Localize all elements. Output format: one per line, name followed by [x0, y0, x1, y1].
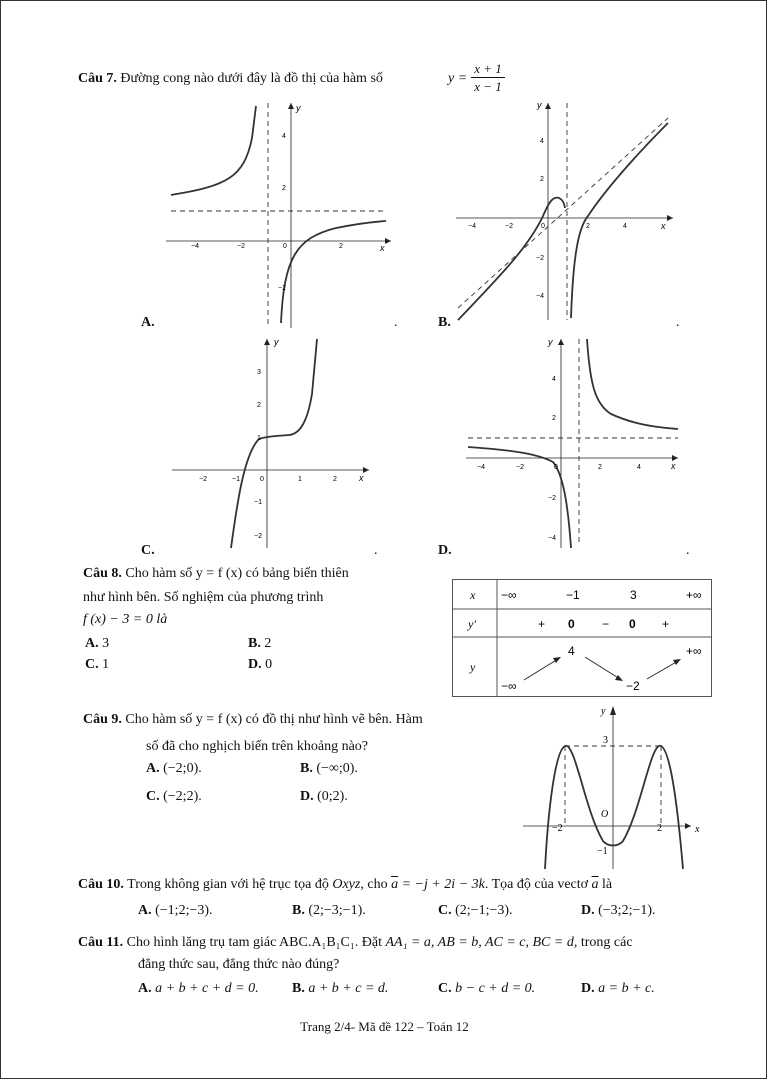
oblique-asymptote	[458, 118, 668, 308]
table-x-value: −∞	[501, 588, 517, 602]
q8-text1: Cho hàm số y = f (x) có bảng biến thiên	[125, 566, 349, 581]
svg-text:4: 4	[540, 138, 544, 145]
curve-left	[458, 198, 565, 320]
svg-text:−1: −1	[254, 499, 262, 506]
cubic-curve	[231, 339, 317, 548]
x-label: x	[380, 243, 385, 253]
svg-text:1: 1	[257, 435, 261, 442]
q11-line1	[78, 935, 633, 951]
q9-option-c[interactable]: C. (−2;2).	[146, 789, 202, 804]
table-y-value: +∞	[686, 644, 702, 658]
table-x-value: −1	[566, 588, 580, 602]
q8-line3: f (x) − 3 = 0 là	[83, 612, 168, 627]
q7-option-c[interactable]: C.	[141, 543, 155, 558]
svg-text:−1: −1	[597, 846, 608, 857]
q7-line	[78, 71, 383, 87]
x-label: x	[661, 221, 666, 231]
table-x-label: x	[470, 588, 476, 602]
q10-vector-expr: = −j + 2i − 3k	[401, 877, 485, 892]
y-tick: 4	[282, 133, 286, 140]
curve-right	[587, 339, 678, 429]
q11-tail: trong các	[580, 935, 633, 950]
q10-line: Câu 10. Trong không gian với hệ trục tọa độ Oxyz, cho $\overline{a} = -j + 2i - 3k$. Tọa độ của vectơ $\overline{a}$ là	[78, 877, 613, 892]
page-footer: Trang 2/4- Mã đề 122 – Toán 12	[300, 1019, 469, 1034]
q9-line2: số đã cho nghịch biến trên khoảng nào?	[146, 739, 368, 754]
table-y-value: −∞	[501, 679, 517, 693]
svg-text:y: y	[601, 706, 606, 717]
table-sign: +	[662, 617, 670, 631]
svg-text:2: 2	[333, 476, 337, 483]
q9-option-b[interactable]: B. (−∞;0).	[300, 761, 358, 776]
x-tick: −2	[237, 243, 245, 250]
table-y-value: −2	[626, 679, 640, 693]
q9-option-d[interactable]: D. (0;2).	[300, 789, 348, 804]
q7-graph-c	[169, 334, 379, 549]
table-sign: 0	[629, 617, 636, 631]
table-x-value: +∞	[686, 588, 702, 602]
curve-right	[281, 221, 386, 323]
q7-option-a[interactable]: A.	[141, 315, 155, 330]
svg-text:−2: −2	[548, 495, 556, 502]
q11-option-c[interactable]: C. b − c + d = 0.	[438, 981, 536, 996]
y-label: y	[537, 100, 542, 110]
x-tick: 0	[283, 243, 287, 250]
y-tick: −2	[278, 285, 286, 292]
svg-text:0: 0	[554, 464, 558, 471]
svg-text:y: y	[274, 337, 279, 347]
exam-page: Câu 7. Đường cong nào dưới đây là đồ thị của hàm số y = x + 1 x − 1 y x −4 −2 0 2 4 2 −2 A. . y x −4 −2 0 2 4 4 2 −2 −4 B. . y x −2 −1 0 1 2 3 2 1 −1 −2 C. . y x −4 −2 0 2 4 4 2 −2 −4 D. . Câu 8. Cho hàm số y = f (x) có bảng biến thiên như hình bên. Số nghiệm của phương trình f (x) − 3 = 0 là A. 3 B. 2 C. 1 D. 0 x −∞ −1 3 +∞ y′ + 0 − 0 + y −∞ 4 −2 +∞ Câu 9. Cho hàm số y = f (x) có đồ thị như hình vẽ bên. Hàm số đã cho nghịch biến trên khoảng nào? A. (−2;0). B. (−∞;0). C. (−2;2). D. (0;2). y x O 3 −1 −2 2 Câu 10. Trong không gian với hệ trục tọa độ Oxyz, cho $\overline{a} = -j + 2i - 3k$. Tọa độ của vectơ $\overline{a}$ là A. (−1;2;−3). B. (2;−3;−1). C. (2;−1;−3). D. (−3;2;−1). Câu 11. Cho hình lăng trụ tam giác ABC.A₁B₁C₁. Đặt AA₁ = a, AB = b, AC = c, BC = d, trong các đẳng thức sau, đẳng thức nào đúng? A. a + b + c + d = 0. B. a + b + c = d. C. b − c + d = 0. D. a = b + c. Trang 2/4- Mã đề 122 – Toán 12	[0, 0, 767, 1079]
svg-text:x: x	[695, 824, 700, 835]
q10-label: Câu 10.	[78, 877, 124, 892]
svg-text:−4: −4	[548, 535, 556, 542]
table-sign: 0	[568, 617, 575, 631]
svg-text:x: x	[671, 461, 676, 471]
table-yprime-label: y′	[468, 617, 476, 631]
svg-text:−2: −2	[254, 533, 262, 540]
svg-text:−2: −2	[552, 823, 563, 834]
q8-label: Câu 8.	[83, 566, 122, 581]
svg-text:−2: −2	[516, 464, 524, 471]
q7-option-d[interactable]: D.	[438, 543, 452, 558]
svg-text:−2: −2	[505, 223, 513, 230]
table-y-label: y	[470, 660, 476, 674]
q8-option-b[interactable]: B. 2	[248, 636, 272, 651]
q11-option-b[interactable]: B. a + b + c = d.	[292, 981, 389, 996]
q11-option-d[interactable]: D. a = b + c.	[581, 981, 655, 996]
q9-option-a[interactable]: A. (−2;0).	[146, 761, 202, 776]
q8-option-d[interactable]: D. 0	[248, 657, 273, 672]
svg-text:−4: −4	[468, 223, 476, 230]
q9-line1	[83, 712, 423, 728]
q7-label: Câu 7.	[78, 71, 117, 86]
q11-label: Câu 11.	[78, 935, 124, 950]
q7-option-b[interactable]: B.	[438, 315, 451, 330]
q10-system: Oxyz	[332, 877, 361, 892]
q10-option-c[interactable]: C. (2;−1;−3).	[438, 903, 513, 918]
q11-line2: đẳng thức sau, đẳng thức nào đúng?	[138, 957, 340, 972]
q7-text: Đường cong nào dưới đây là đồ thị của hàm số	[120, 71, 383, 86]
q9-graph	[523, 701, 713, 871]
q8-option-a[interactable]: A. 3	[85, 636, 110, 651]
y-label: y	[296, 103, 301, 113]
q11-option-a[interactable]: A. a + b + c + d = 0.	[138, 981, 259, 996]
svg-text:2: 2	[257, 402, 261, 409]
q7-func-lhs: y =	[448, 71, 468, 86]
svg-text:4: 4	[623, 223, 627, 230]
svg-text:2: 2	[586, 223, 590, 230]
svg-text:4: 4	[552, 376, 556, 383]
svg-text:x: x	[359, 473, 364, 483]
svg-text:−4: −4	[477, 464, 485, 471]
svg-text:3: 3	[257, 369, 261, 376]
q8-line2: như hình bên. Số nghiệm của phương trình	[83, 590, 324, 605]
q7-graph-a	[166, 98, 396, 328]
quartic-curve	[545, 746, 683, 869]
q10-option-d[interactable]: D. (−3;2;−1).	[581, 903, 656, 918]
q11-text: Cho hình lăng trụ tam giác ABC.A₁B₁C₁. Đặt	[126, 935, 382, 950]
y-tick: 2	[282, 185, 286, 192]
q10-option-a[interactable]: A. (−1;2;−3).	[138, 903, 213, 918]
q8-line1	[83, 566, 349, 582]
svg-text:y: y	[548, 337, 553, 347]
q11-defs: AA₁ = a, AB = b, AC = c, BC = d,	[385, 935, 578, 950]
q10-option-b[interactable]: B. (2;−3;−1).	[292, 903, 366, 918]
curve-right	[571, 123, 668, 318]
q10-vector-a: $\overline{a}$	[391, 877, 399, 892]
q8-variation-table	[452, 579, 712, 697]
q9-text1: Cho hàm số y = f (x) có đồ thị như hình vẽ bên. Hàm	[125, 712, 423, 727]
table-x-value: 3	[630, 588, 637, 602]
x-tick: −4	[191, 243, 199, 250]
svg-text:−2: −2	[536, 255, 544, 262]
svg-text:3: 3	[603, 735, 608, 746]
table-y-value: 4	[568, 644, 575, 658]
q7-graph-d	[463, 334, 683, 549]
table-sign: +	[538, 617, 546, 631]
q9-label: Câu 9.	[83, 712, 122, 727]
table-sign: −	[602, 617, 610, 631]
q7-graph-b	[453, 98, 678, 323]
svg-text:O: O	[601, 809, 609, 820]
svg-text:−4: −4	[536, 293, 544, 300]
q10-text: Trong không gian với hệ trục tọa độ	[127, 877, 329, 892]
q7-func-denominator: x − 1	[474, 79, 502, 94]
svg-text:−2: −2	[199, 476, 207, 483]
svg-text:2: 2	[552, 415, 556, 422]
svg-text:1: 1	[298, 476, 302, 483]
q7-func-numerator: x + 1	[471, 61, 505, 78]
svg-text:2: 2	[598, 464, 602, 471]
svg-text:2: 2	[540, 176, 544, 183]
svg-text:4: 4	[637, 464, 641, 471]
svg-text:0: 0	[541, 223, 545, 230]
svg-text:0: 0	[260, 476, 264, 483]
curve-left	[171, 106, 256, 195]
q8-option-c[interactable]: C. 1	[85, 657, 110, 672]
svg-text:−1: −1	[232, 476, 240, 483]
x-tick: 2	[339, 243, 343, 250]
svg-text:2: 2	[657, 823, 662, 834]
